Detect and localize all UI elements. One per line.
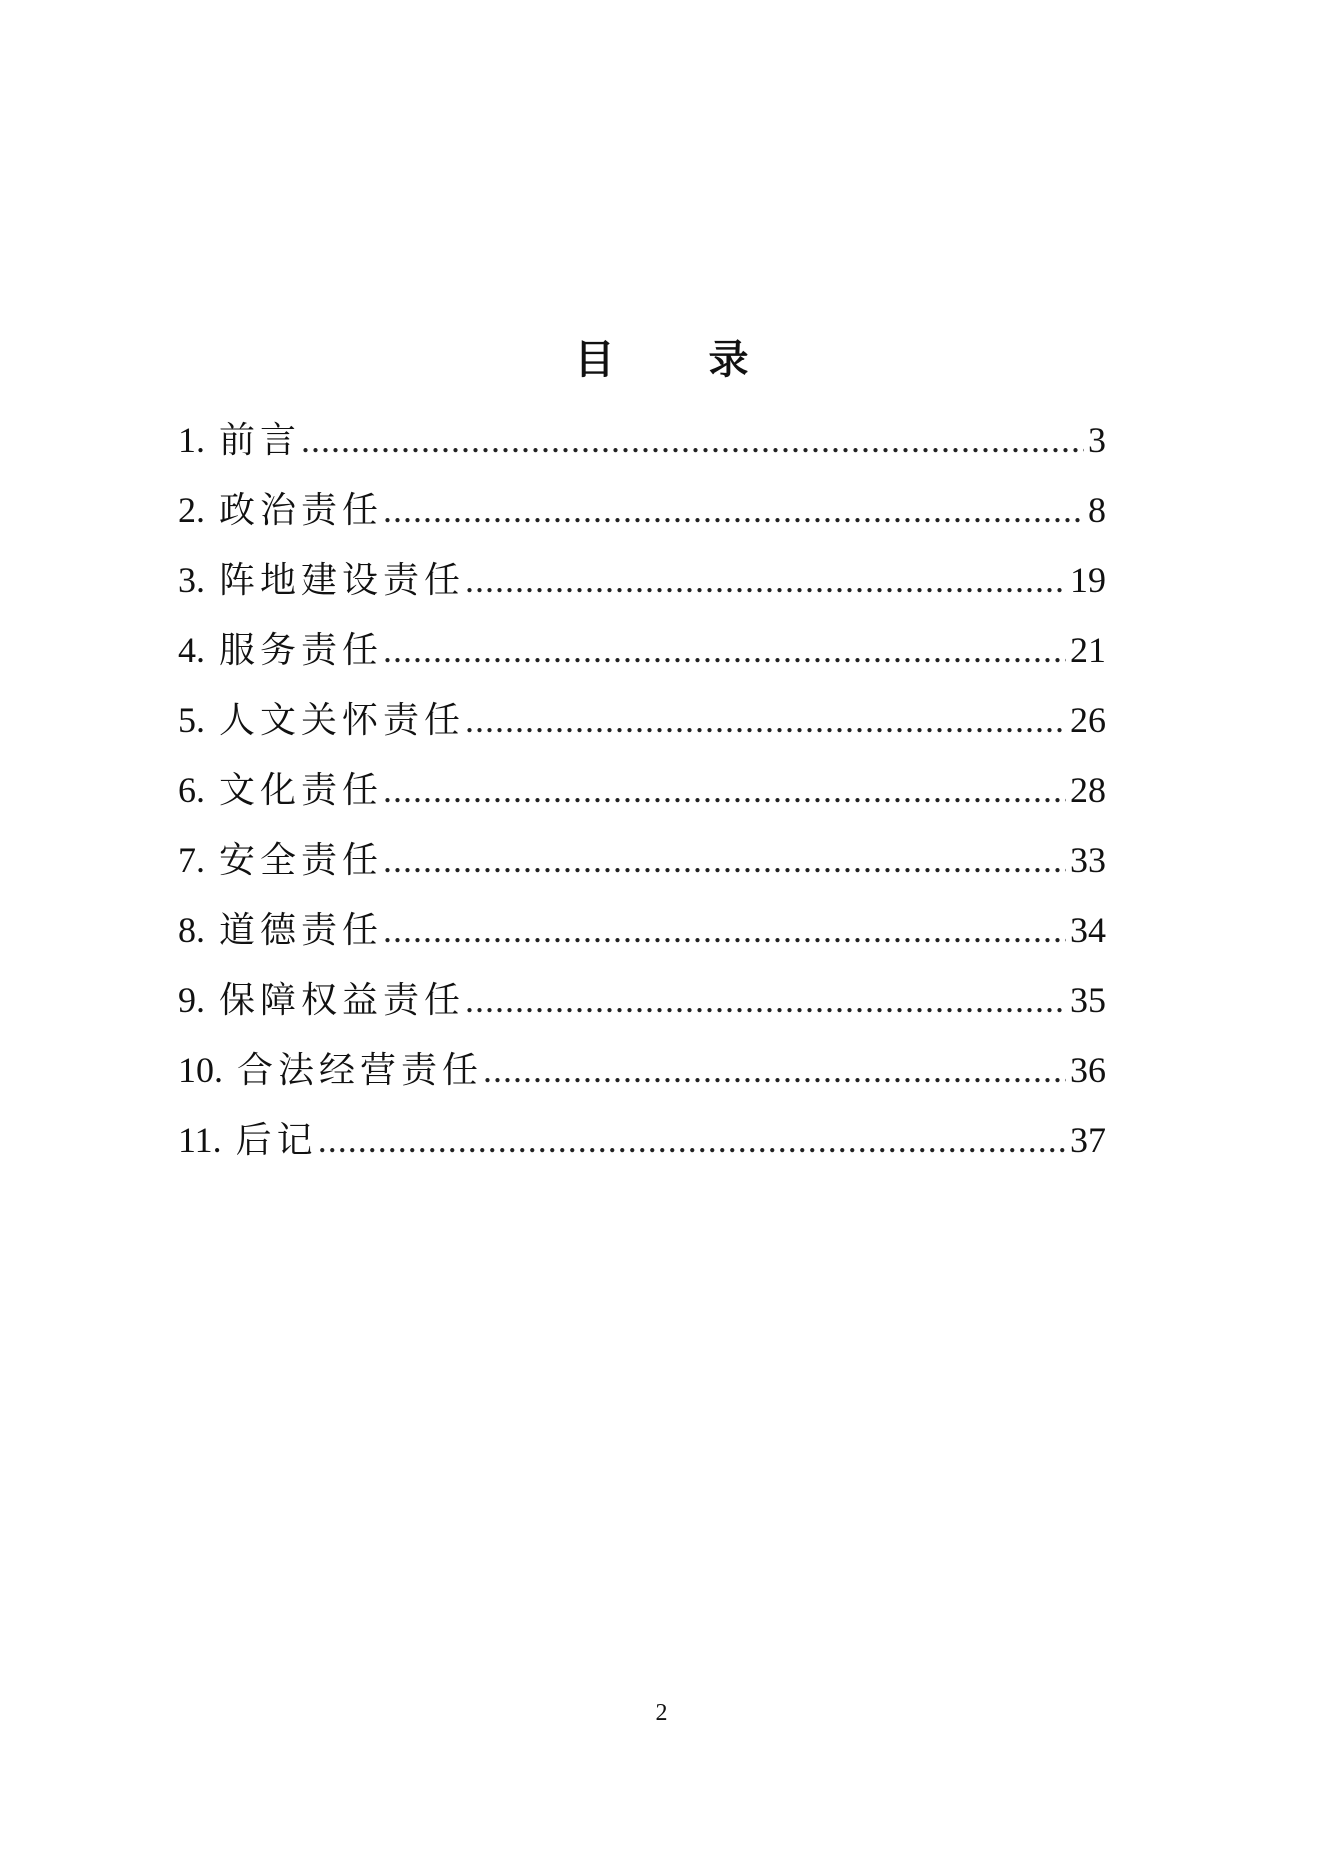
toc-entry[interactable]	[178, 825, 1106, 895]
toc-entry-label: 前言	[219, 420, 302, 461]
toc-entry-number: 7.	[178, 840, 205, 880]
toc-dot-leader	[465, 545, 1066, 615]
toc-entry[interactable]	[178, 405, 1106, 475]
toc-entry-number: 4.	[178, 630, 205, 670]
toc-dot-leader	[383, 895, 1066, 965]
toc-entry-label: 阵地建设责任	[219, 560, 466, 601]
toc-entry-page: 19	[1070, 560, 1106, 600]
toc-entry-label: 后记	[235, 1120, 318, 1161]
toc-entry-page: 28	[1070, 770, 1106, 810]
toc-entry-page: 35	[1070, 980, 1106, 1020]
toc-dot-leader	[383, 475, 1084, 545]
toc-entry-number: 8.	[178, 910, 205, 950]
toc-entry-page: 21	[1070, 630, 1106, 670]
toc-entry[interactable]	[178, 895, 1106, 965]
toc-dot-leader	[483, 1035, 1066, 1105]
toc-entry[interactable]	[178, 685, 1106, 755]
toc-entry-number: 1.	[178, 420, 205, 460]
toc-entry-label: 安全责任	[219, 840, 384, 881]
toc-entry-number: 3.	[178, 560, 205, 600]
toc-entry-number: 6.	[178, 770, 205, 810]
toc-entry-label: 文化责任	[219, 770, 384, 811]
toc-entry[interactable]	[178, 1105, 1106, 1175]
toc-entry-page: 34	[1070, 910, 1106, 950]
toc-entry[interactable]	[178, 545, 1106, 615]
toc-entry-number: 10.	[178, 1050, 223, 1090]
toc-entry-number: 11.	[178, 1120, 222, 1160]
toc-entry-number: 9.	[178, 980, 205, 1020]
toc-entry-page: 26	[1070, 700, 1106, 740]
toc-entry-page: 3	[1088, 420, 1106, 460]
toc-dot-leader	[301, 405, 1084, 475]
toc-dot-leader	[383, 615, 1066, 685]
page-number: 2	[655, 1700, 668, 1726]
toc-dot-leader	[318, 1105, 1066, 1175]
toc-entry-page: 8	[1088, 490, 1106, 530]
toc-entry[interactable]	[178, 755, 1106, 825]
toc-entry-label: 合法经营责任	[237, 1050, 484, 1091]
toc-entry-label: 政治责任	[219, 490, 384, 531]
toc-entry-page: 37	[1070, 1120, 1106, 1160]
toc-entry-number: 5.	[178, 700, 205, 740]
toc-dot-leader	[383, 825, 1066, 895]
toc-entry-label: 人文关怀责任	[219, 700, 466, 741]
toc-entry[interactable]	[178, 965, 1106, 1035]
toc-entry[interactable]	[178, 615, 1106, 685]
toc-entry-label: 保障权益责任	[219, 980, 466, 1021]
toc-entry[interactable]	[178, 1035, 1106, 1105]
toc-dot-leader	[383, 755, 1066, 825]
toc-dot-leader	[465, 965, 1066, 1035]
toc-entry-label: 道德责任	[219, 910, 384, 951]
toc-entry[interactable]	[178, 475, 1106, 545]
table-of-contents	[178, 405, 1106, 1175]
toc-entry-label: 服务责任	[219, 630, 384, 671]
toc-title: 目 录	[574, 336, 789, 383]
toc-entry-number: 2.	[178, 490, 205, 530]
toc-entry-page: 36	[1070, 1050, 1106, 1090]
toc-dot-leader	[465, 685, 1066, 755]
toc-entry-page: 33	[1070, 840, 1106, 880]
